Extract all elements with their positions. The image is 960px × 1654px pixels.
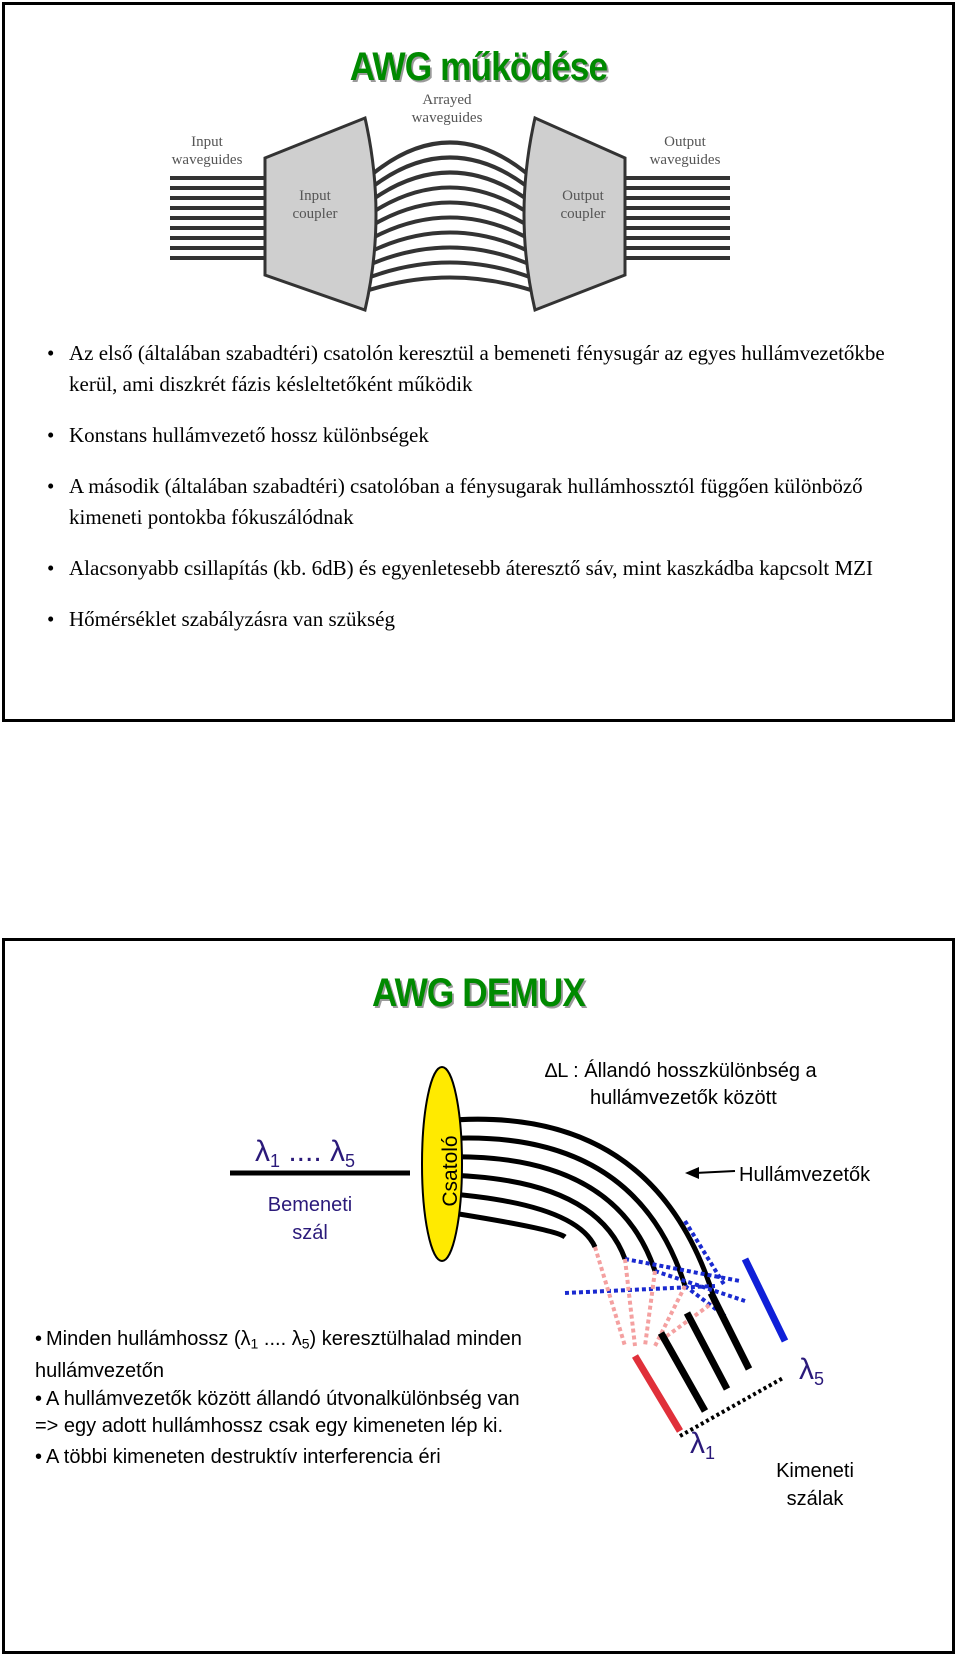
- output-fiber: [661, 1333, 705, 1411]
- delta-l-line1: ∆L : Állandó hosszkülönbség a: [545, 1060, 817, 1082]
- svg-text:Input: Input: [299, 188, 331, 204]
- bullet-item: • A többi kimeneten destruktív interferencia éri: [35, 1446, 441, 1468]
- svg-text:Arrayed: Arrayed: [422, 92, 472, 108]
- slide-title: AWG működése: [349, 45, 608, 89]
- slide-awg-demux: [2, 938, 955, 1654]
- lambda5-label: $\lambda_5$: [799, 1353, 825, 1389]
- waveguide-arcs: [440, 1119, 715, 1301]
- coupler-label: Csatoló: [439, 1135, 462, 1207]
- lambda-range-label: $\lambda_1$ .... $\lambda_5$: [255, 1135, 356, 1171]
- awg-structure-figure: [165, 90, 735, 320]
- output-fiber: [711, 1293, 749, 1369]
- svg-text:Output: Output: [562, 188, 604, 204]
- svg-text:waveguides: waveguides: [411, 110, 483, 126]
- awg-demux-diagram: [5, 941, 952, 1651]
- svg-text:waveguides: waveguides: [171, 152, 243, 168]
- bullet-item: • A hullámvezetők között állandó útvonalkülönbség van => egy adott hullámhossz csak egy kimeneten lép ki.: [35, 1388, 520, 1437]
- output-fibers-label: Kimeneti: [776, 1460, 854, 1482]
- output-fiber-lambda5: [745, 1259, 785, 1341]
- bullet-item: • Hőmérséklet szabályzásra van szükség: [45, 604, 905, 635]
- input-fiber-label: Bemeneti: [267, 1194, 353, 1216]
- svg-text:Output: Output: [664, 134, 706, 150]
- bullet-item: • Konstans hullámvezető hossz különbségek: [45, 420, 905, 451]
- svg-text:coupler: coupler: [560, 206, 606, 222]
- svg-text:coupler: coupler: [292, 206, 338, 222]
- bullet-item: • A második (általában szabadtéri) csatolóban a fénysugarak hullámhossztól függően különböző kimeneti pontokba fókuszálódnak: [45, 471, 905, 533]
- waveguides-arrow: [695, 1171, 735, 1173]
- svg-text:waveguides: waveguides: [649, 152, 721, 168]
- bullet-list: [45, 338, 905, 655]
- input-fiber-label: szál: [292, 1222, 328, 1244]
- bullet-item: • Alacsonyabb csillapítás (kb. 6dB) és egyenletesebb áteresztő sáv, mint kaszkádba kapcsolt MZI: [45, 553, 905, 584]
- bullet-item: • Az első (általában szabadtéri) csatolón keresztül a bemeneti fénysugár az egyes hullámvezetőkbe kerül, ami diszkrét fázis késleltetőként működik: [45, 338, 905, 400]
- delta-l-line2: hullámvezetők között: [590, 1087, 777, 1109]
- waveguides-label: Hullámvezetők: [739, 1164, 871, 1186]
- input-waveguides: [170, 178, 270, 258]
- slide-awg-mukodese: [2, 2, 955, 722]
- svg-text:Input: Input: [191, 134, 223, 150]
- output-fiber: [687, 1313, 727, 1389]
- bullet-item: • Minden hullámhossz ($\lambda_1$ .... $\lambda_5$) keresztülhalad minden hullámvezetőn: [35, 1328, 522, 1382]
- arrayed-waveguides: [360, 143, 540, 294]
- slide-title: AWG DEMUX: [371, 971, 586, 1015]
- lambda1-label: $\lambda_1$: [690, 1427, 716, 1463]
- output-waveguides: [620, 178, 730, 258]
- output-fiber-lambda1: [635, 1356, 680, 1431]
- output-fibers-label: szálak: [786, 1488, 844, 1510]
